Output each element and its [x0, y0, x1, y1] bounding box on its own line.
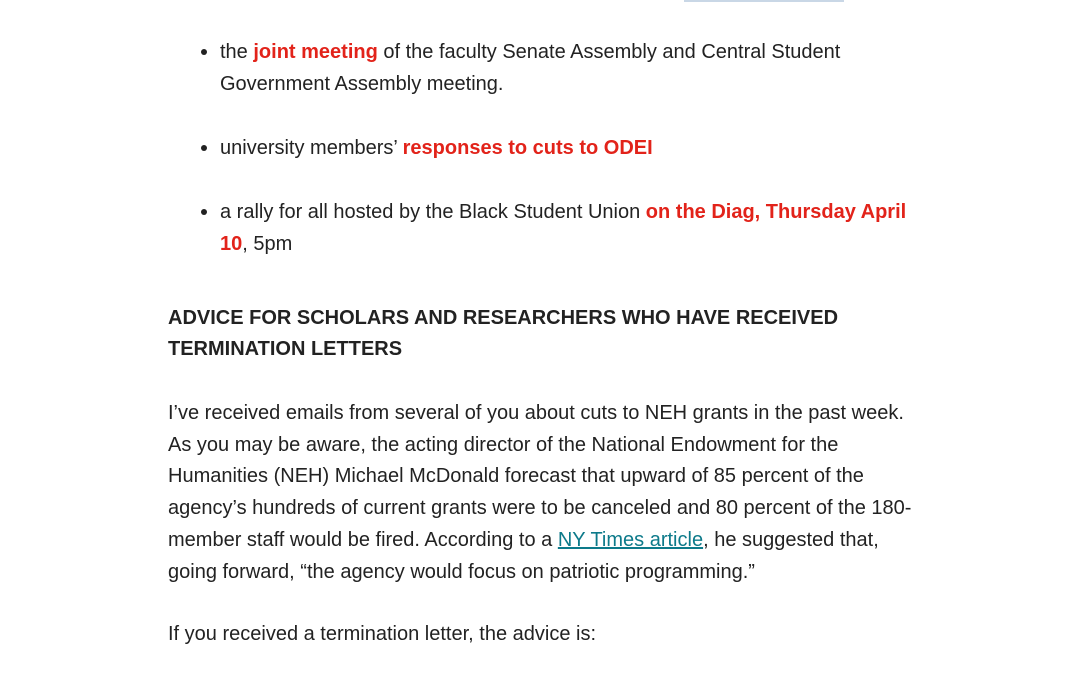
- list-item: [168, 36, 913, 100]
- event-list: [168, 36, 913, 260]
- paragraph-text: I’ve received emails from several of you about cuts to NEH grants in the past week. As you may be aware, the acting director of the National Endowment for the Humanities (NEH) Michael McDonald forecast that upward of 85 percent of the agency’s hundreds of current grants were to be canceled and 80 percent of the 180-member staff would be fired. According to a: [168, 402, 912, 551]
- bullet-icon: [201, 145, 207, 151]
- highlight-responses-to-cuts[interactable]: responses to cuts to ODEI: [402, 137, 653, 159]
- bullet-text: of the faculty Senate Assembly and Central Student Government Assembly meeting.: [220, 41, 841, 95]
- section-heading: ADVICE FOR SCHOLARS AND RESEARCHERS WHO HAVE RECEIVED TERMINATION LETTERS: [168, 307, 839, 360]
- highlight-rally-location[interactable]: on the Diag, Thursday April 10: [220, 201, 907, 255]
- termination-advice-intro: If you received a termination letter, the advice is:: [168, 623, 596, 646]
- neh-paragraph: [168, 398, 913, 588]
- top-divider: [684, 0, 844, 2]
- highlight-joint-meeting[interactable]: joint meeting: [253, 41, 378, 63]
- bullet-text: , 5pm: [242, 233, 293, 255]
- bullet-icon: [201, 49, 207, 55]
- bullet-icon: [201, 209, 207, 215]
- bullet-text: a rally for all hosted by the Black Student Union: [220, 201, 646, 223]
- newsletter-body: [168, 36, 913, 651]
- bullet-text: university members’: [220, 137, 403, 159]
- bullet-text: the: [220, 41, 254, 63]
- ny-times-article-link[interactable]: NY Times article: [557, 528, 704, 551]
- list-item: [168, 132, 913, 164]
- list-item: [168, 196, 913, 260]
- paragraph-text: , he suggested that, going forward, “the agency would focus on patriotic programming.”: [168, 528, 879, 583]
